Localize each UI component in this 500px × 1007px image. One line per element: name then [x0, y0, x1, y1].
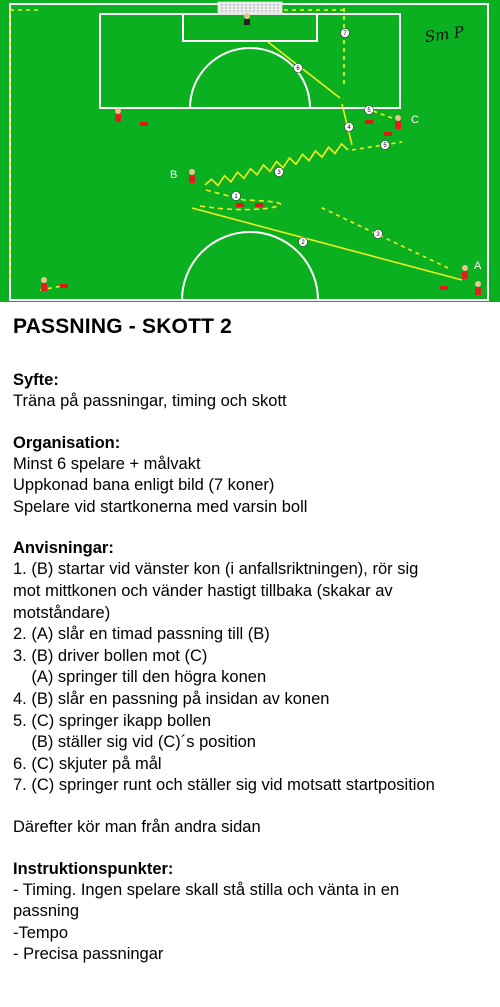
- step-label: 3: [277, 170, 281, 177]
- body-line: - Precisa passningar: [13, 945, 164, 964]
- body-line: -Tempo: [13, 923, 69, 942]
- player-a: [462, 265, 468, 279]
- body-line: motståndare): [13, 603, 111, 622]
- step-label: 4: [347, 125, 351, 132]
- cone: [365, 120, 373, 124]
- body-line: 6. (C) skjuter på mål: [13, 754, 162, 773]
- section-instruktion: [13, 859, 493, 966]
- step-marker-2: [299, 238, 308, 247]
- player-start: [41, 277, 47, 291]
- step-label: 3: [376, 232, 380, 239]
- section-syfte: [13, 370, 493, 413]
- pitch-diagram: [0, 0, 500, 302]
- section-heading: Anvisningar:: [13, 539, 114, 558]
- body-line: passning: [13, 902, 80, 921]
- section-heading: Organisation:: [13, 433, 121, 452]
- step-label: 7: [343, 31, 347, 38]
- label-b: B: [170, 169, 178, 181]
- body-line: 4. (B) slår en passning på insidan av konen: [13, 689, 330, 708]
- drill-document: [13, 314, 493, 966]
- step-marker-7: [341, 29, 350, 38]
- body-line: (B) ställer sig vid (C)´s position: [13, 733, 256, 752]
- body-line: 3. (B) driver bollen mot (C): [13, 646, 208, 665]
- body-line: 5. (C) springer ikapp bollen: [13, 711, 212, 730]
- cone: [440, 286, 448, 290]
- section-heading: Syfte:: [13, 371, 59, 389]
- cone: [384, 132, 392, 136]
- cone: [255, 203, 263, 207]
- label-c: C: [411, 114, 419, 126]
- player-a2: [475, 281, 481, 295]
- body-line: 2. (A) slår en timad passning till (B): [13, 625, 270, 644]
- step-marker-3b: [374, 230, 383, 239]
- after-note: Därefter kör man från andra sidan: [13, 817, 261, 836]
- step-label: 1: [234, 194, 238, 201]
- step-label: 5: [367, 108, 371, 115]
- cone: [236, 203, 244, 207]
- label-a: A: [474, 260, 482, 272]
- body-line: - Timing. Ingen spelare skall stå stilla och vänta in en: [13, 880, 400, 899]
- step-marker-6: [294, 64, 303, 73]
- step-label: 2: [301, 240, 305, 247]
- step-marker-4: [345, 123, 354, 132]
- player-c: [395, 115, 401, 129]
- player-defender: [115, 108, 121, 122]
- body-line: (A) springer till den högra konen: [13, 668, 267, 687]
- cone: [60, 284, 68, 288]
- step-label: 6: [296, 66, 300, 73]
- step-marker-5: [381, 141, 390, 150]
- body-line: Minst 6 spelare + målvakt: [13, 454, 201, 473]
- cone: [140, 122, 148, 126]
- player-b: [189, 169, 195, 183]
- section-organisation: [13, 433, 493, 519]
- step-label: 5: [383, 143, 387, 150]
- step-marker-1: [232, 192, 241, 201]
- body-line: Träna på passningar, timing och skott: [13, 392, 287, 410]
- body-line: Spelare vid startkonerna med varsin boll: [13, 497, 308, 516]
- signature: Sm P: [423, 22, 466, 47]
- body-line: 7. (C) springer runt och ställer sig vid motsatt startposition: [13, 776, 435, 795]
- goalkeeper: [244, 13, 250, 25]
- body-line: Uppkonad bana enligt bild (7 koner): [13, 476, 275, 495]
- section-anvisningar: [13, 538, 493, 797]
- body-line: 1. (B) startar vid vänster kon (i anfallsriktningen), rör sig: [13, 560, 419, 579]
- page-title: PASSNING - SKOTT 2: [13, 315, 233, 338]
- section-heading: Instruktionspunkter:: [13, 859, 174, 878]
- drill-diagram: [0, 0, 500, 302]
- step-marker-5b: [365, 106, 374, 115]
- body-line: mot mittkonen och vänder hastigt tillbaka (skakar av: [13, 581, 393, 600]
- step-marker-3: [275, 168, 284, 177]
